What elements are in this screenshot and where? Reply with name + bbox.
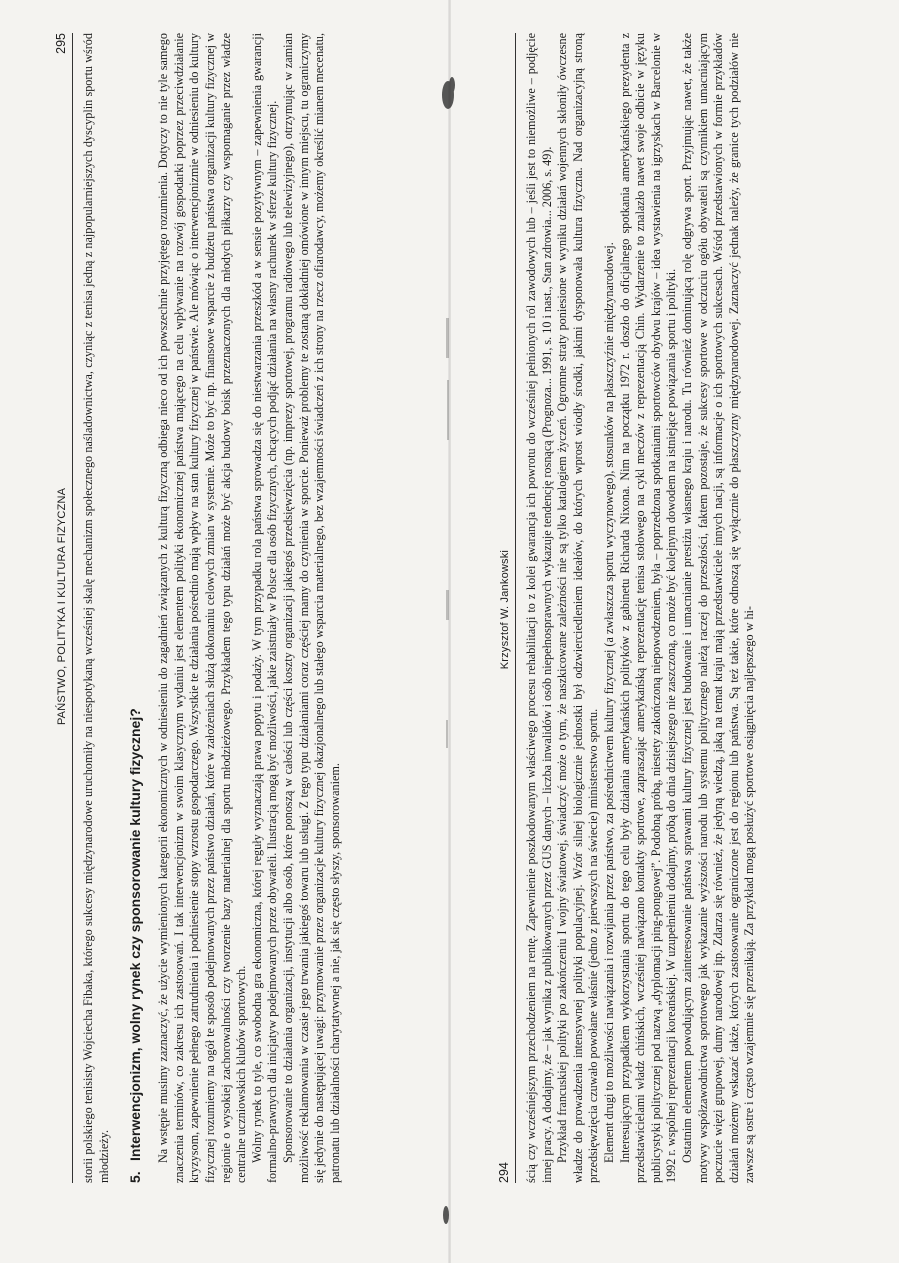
page-294	[450, 0, 899, 1263]
paragraph: Sponsorowanie to działania organizacji, instytucji albo osób, które ponoszą w całości lub części koszty organizacji jakiegoś przedsięwzięcia (np. imprezy sportowej, programu radiowego lub telewizyjnego), otrzymując w zamian możliwość reklamowania w czasie jego trwania jakiegoś towaru lub usługi. Z tego typu działaniami coraz częściej mamy do czynienia w sporcie. Ponieważ problemy te zostaną dokładniej omówione w innym miejscu, tu ograniczymy się jedynie do następującej uwagi: przymowanie przez organizacje kultury fizycznej okazjonalnego lub stałego wsparcia materialnego, bez wzajemności świadczeń z ich strony na rzecz ofiarodawcy, możemy określić mianem mecenatu, patronatu lub działalności charytatywnej a nie, jak się często słyszy, sponsorowaniem.	[280, 33, 342, 1183]
paragraph: Element drugi to możliwości nawiązania i rozwijania przez państwo, za pośrednictwem kultury fizycznej (a zwłaszcza sportu wyczynowego), stosunków na płaszczyźnie międzynarodowej.	[601, 242, 616, 1163]
page-294-header	[497, 33, 516, 1183]
paragraph: Przykład francuskiej polityki po zakończeniu I wojny światowej, świadczyć może o tym, że naszkicowane zależności nie są tylko katalogiem życzeń. Ogromne straty poniesione w wyniku działań wojennych skłoniły ówczesne władze do prowadzenia intensywnej polityki populacyjnej. Wzór silnej biologicznie jednostki był odzwierciedleniem ideałów, do których wprost wiodły środki, jakimi dysponowała kultura fizyczna. Nad organizacyjną stroną przedsięwzięcia czuwało powołane właśnie (jedno z pierwszych na świecie) ministerstwo sportu.	[555, 33, 601, 1183]
page-294-content	[497, 33, 857, 1183]
section-title: Interwencjonizm, wolny rynek czy sponsorowanie kultury fizycznej?	[127, 708, 144, 1161]
page-number: 295	[54, 33, 68, 54]
page-295-header	[54, 33, 73, 1183]
paragraph: storii polskiego tenisisty Wojciecha Fibaka, którego sukcesy międzynarodowe uruchomiły na niespotykaną wcześniej skalę mechanizm społecznego naśladownictwa, czyniąc z tenisa jedną z najpopularniejszych dyscyplin sportu wśród młodzieży.	[81, 33, 111, 1183]
paragraph: Ostatnim elementem powodującym zainteresowanie państwa sprawami kultury fizycznej jest budowanie i umacnianie prestiżu własnego kraju i narodu. Tu również dominującą rolę odgrywa sport. Przyjmując nawet, że także motywy współzawodnictwa sportowego jak wykazanie wyższości narodu lub systemu politycznego należą raczej do przeszłości, faktem pozostaje, że sukcesy sportowe w odczuciu ogółu obywateli są czynnikiem umacniającym poczucie więzi grupowej, dumy narodowej itp. Zdarza się również, że jedyną wiedzą, jaką na temat kraju mają przedstawiciele innych nacji, są informacje o ich sportowych sukcesach. Wśród przedstawionych w formie przykładów działań możemy wskazać także, których zastosowanie ograniczone jest do regionu lub państwa. Są też takie, które odnoszą się wyłącznie do płaszczyzny międzynarodowej. Zaznaczyć jednak należy, że granice tych podziałów nie zawsze są ostre i często wzajemnie się przenikają. Za przykład mogą posłużyć sportowe osiągnięcia najlepszego w hi-	[679, 33, 757, 1183]
paragraph: Interesującym przypadkiem wykorzystania sportu do tego celu były działania amerykańskich polityków z gabinetu Richarda Nixona. Nim na początku 1972 r. doszło do oficjalnego spotkania amerykańskiego prezydenta z przedstawicielami władz chińskich, wcześniej nawiązano kontakty sportowe, zapraszając amerykańską reprezentację tenisa stołowego na cykl meczów z reprezentacją Chin. Wydarzenie to znalazło nawet swoje odbicie w języku publicystyki politycznej pod nazwą „dyplomacji ping-pongowej”. Podobną próbą, niestety zakończoną niepowodzeniem, była – poprzedzona spotkaniami sportowców obydwu krajów – idea wystawienia na igrzyskach w Barcelonie w 1992 r. wspólnej reprezentacji koreańskiej. W uzupełnieniu dodajmy, próbą do dnia dzisiejszego nie zaszczoną, co może być kolejnym dowodem na istniejące powiązania sportu i polityki.	[617, 33, 679, 1183]
section-number: 5.	[127, 1171, 144, 1183]
section-heading	[126, 33, 144, 1183]
running-head-author: Krzysztof W. Jankowski	[499, 549, 511, 670]
running-head-title: PAŃSTWO, POLITYKA I KULTURA FIZYCZNA	[56, 487, 68, 726]
page-295	[0, 0, 449, 1263]
paragraph: Na wstępie musimy zaznaczyć, że użycie wymienionych kategorii ekonomicznych w odniesieniu do zagadnień związanych z kulturą fizyczną odbiega nieco od ich powszechnie przyjętego rozumienia. Dotyczy to nie tyle samego znaczenia terminów, co zakresu ich zastosowań. I tak interwencjonizm w swoim klasycznym wydaniu jest elementem polityki ekonomicznej państwa mającego na celu wpływanie na rozwój gospodarki poprzez przeciwdziałanie kryzysom, zapewnienie pełnego zatrudnienia i podniesienie stopy wzrostu gospodarczego. Wszystkie te działania pośrednio mają wpływ na stan kultury fizycznej w państwie. Ale mówiąc o interwencjonizmie w odniesieniu do kultury fizycznej rozumiemy na ogół te sposób podejmowanych przez państwo działań, które w założeniach służą dokonaniu celowych zmian w systemie. Może to być np. finansowe wsparcie z budżetu państwa organizacji kultury fizycznej w regionie o wysokiej zachorowalności czy tworzenie bazy materialnej dla sportu młodzieżowego. Przykładem tego typu działań może być akcja budowy boisk przeznaczonych dla młodych piłkarzy czy wspomaganie przez władze centralne uczniowskich klubów sportowych.	[156, 33, 249, 1183]
page-295-content	[54, 33, 414, 1183]
paragraph: ścią czy wcześniejszym przechodzeniem na rentę. Zapewnienie poszkodowanym właściwego procesu rehabilitacji to z kolei gwarancja ich powrotu do wcześniej pełnionych ról zawodowych lub – jeśli jest to niemożliwe – podjęcie innej pracy. A dodajmy, że – jak wynika z publikowanych przez GUS danych – liczba inwalidów i osób niepełnosprawnych wykazuje tendencję rosnącą (Prognoza... 1991, s. 10 i nast., Stan zdrowia... 2006, s. 49).	[524, 33, 554, 1183]
paragraph: Wolny rynek to tyle, co swobodna gra ekonomiczna, której reguły wyznaczają prawa popytu i podaży. W tym przypadku rola państwa sprowadza się do niestwarzania przeszkód a w sensie pozytywnym – zapewnienia gwarancji formalno-prawnych dla inicjatyw podejmowanych przez obywateli. Ilustracją mogą być możliwości, jakie zaistniały w Polsce dla osób fizycznych, chcących podjąć działania na własny rachunek w sferze kultury fizycznej.	[249, 33, 280, 1183]
page-number: 294	[497, 1162, 511, 1183]
